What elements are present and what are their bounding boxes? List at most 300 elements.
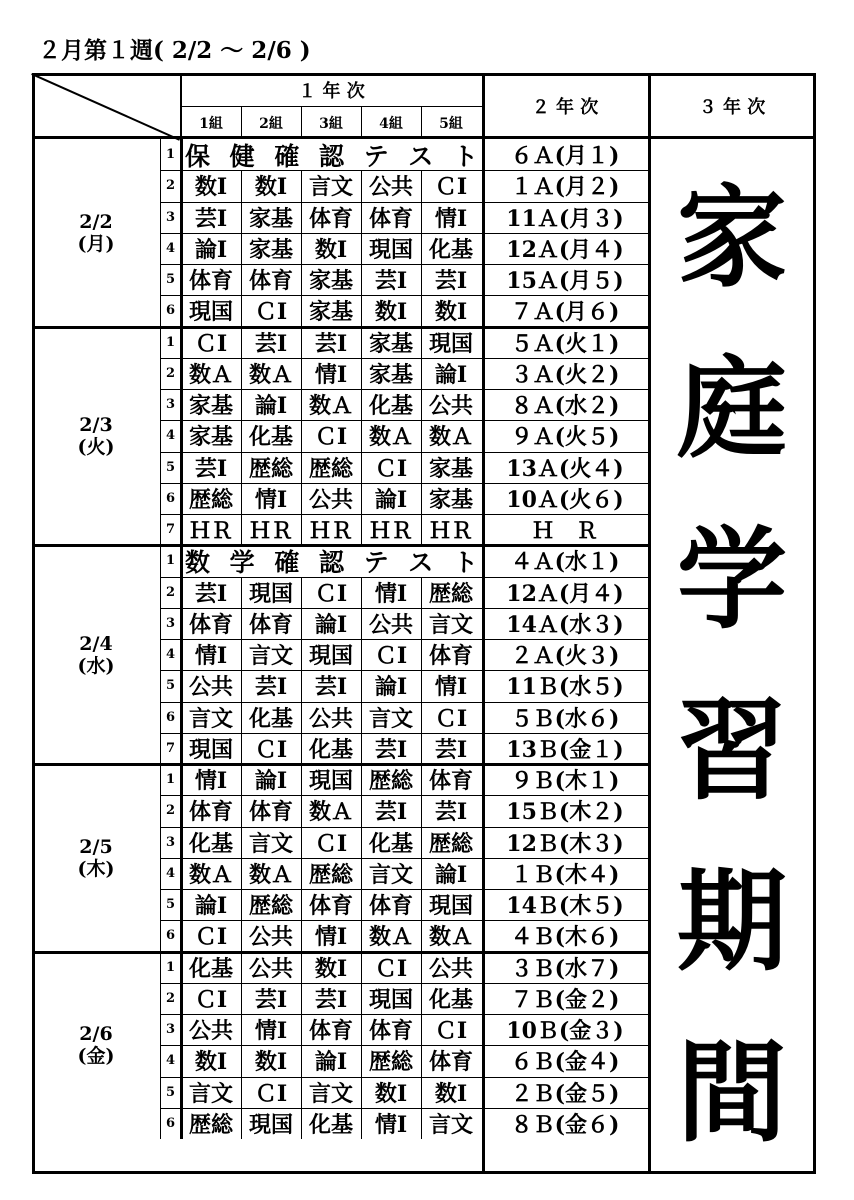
column-line [361,202,362,233]
subject-cell: 芸Ⅰ [374,268,408,295]
subject-cell: ＣⅠ [314,424,348,451]
column-line [361,1045,362,1076]
subject-cell: 芸Ⅰ [254,330,288,357]
column-line [421,858,422,889]
subject-cell: 家基 [248,236,293,263]
subject-cell: 現国 [188,736,233,763]
column-line [361,233,362,264]
column-line [361,327,362,358]
grade3-period-char: 家 [677,172,787,302]
column-line [361,983,362,1014]
subject-cell: 芸Ⅰ [434,268,468,295]
test-label-char: 健 [229,141,255,171]
column-line [241,983,242,1014]
column-line [361,1108,362,1139]
period-number: 2 [165,584,176,600]
column-line [301,889,302,920]
subject-cell: 数Ａ [248,361,293,388]
column-line [421,295,422,326]
subject-cell: 公共 [188,674,233,701]
subject-cell: 現国 [428,893,473,920]
column-line [421,264,422,295]
column-line [241,858,242,889]
subject-cell: 言文 [248,830,293,857]
test-label-char: テ [363,141,389,171]
column-line [301,983,302,1014]
period-number: 2 [165,365,176,381]
subject-cell: 歴総 [428,580,473,607]
subject-cell: 化基 [428,986,473,1013]
subject-cell: ＣⅠ [254,299,288,326]
class-header: 3組 [319,115,343,132]
grade2-cell: 11Ｂ(水５) [506,674,624,701]
day-date: 2/6 [79,1023,113,1046]
column-line [421,202,422,233]
subject-cell: ＣⅠ [434,1018,468,1045]
column-line [301,1077,302,1108]
subject-cell: 論Ⅰ [374,674,408,701]
subject-cell: 論Ⅰ [434,861,468,888]
subject-cell: 数Ⅰ [254,174,288,201]
day-date: 2/2 [79,210,113,233]
grade2-cell: 12Ａ(月４) [506,236,624,263]
grade2-cell: ４Ａ(水１) [510,549,620,576]
subject-cell: 家基 [188,424,233,451]
subject-cell: 体育 [248,799,293,826]
subject-cell: 言文 [428,1111,473,1138]
column-line [301,389,302,420]
subject-cell: 数Ａ [368,924,413,951]
grade2-cell: １Ａ(月２) [510,174,620,201]
subject-cell: ＣⅠ [434,705,468,732]
test-label-char: 確 [274,141,300,171]
column-line [421,733,422,764]
period-number: 4 [165,865,176,881]
period-number: 5 [165,897,176,913]
subject-cell: ＣⅠ [314,830,348,857]
column-line [301,1045,302,1076]
subject-cell: 言文 [428,611,473,638]
page-title: ２月第１週( 2/2 ～ 2/6 ) [38,37,311,64]
column-line [361,483,362,514]
column-line [421,514,422,545]
day-weekday: (月) [77,232,115,255]
column-line [361,295,362,326]
subject-cell: 化基 [308,1111,353,1138]
column-line [301,795,302,826]
column-line [241,483,242,514]
table-border [32,1171,816,1174]
period-number: 1 [165,147,176,163]
grade2-cell: ３Ｂ(水７) [510,955,620,982]
column-line [361,1077,362,1108]
period-number: 2 [165,990,176,1006]
column-line [421,827,422,858]
column-line [241,920,242,951]
subject-cell: ＣⅠ [254,736,288,763]
column-line [241,952,242,983]
grade2-cell: ４Ｂ(木６) [510,924,620,951]
column-line [361,920,362,951]
period-number: 7 [165,740,176,756]
day-weekday: (火) [77,435,115,458]
day-date: 2/3 [79,413,113,436]
day-label [32,327,160,546]
subject-cell: 情Ⅰ [254,486,288,513]
subject-cell: 体育 [428,643,473,670]
period-number: 6 [165,928,176,944]
subject-cell: 言文 [308,1080,353,1107]
column-line [421,327,422,358]
column-line [421,920,422,951]
grade2-cell: ９Ａ(火５) [510,424,620,451]
column-line [421,1014,422,1045]
subject-cell: 公共 [188,1018,233,1045]
column-line [301,483,302,514]
subject-cell: 歴総 [248,455,293,482]
column-line [241,1045,242,1076]
subject-cell: ＨＲ [188,518,233,545]
column-line [241,764,242,795]
subject-cell: 言文 [368,861,413,888]
grade2-cell: ７Ａ(月６) [510,299,620,326]
subject-cell: 家基 [248,205,293,232]
column-line [241,202,242,233]
subject-cell: ＨＲ [428,518,473,545]
grade2-cell: ９Ｂ(木１) [510,768,620,795]
column-line [361,577,362,608]
column-line [241,889,242,920]
column-line [361,420,362,451]
subject-cell: 数Ａ [368,424,413,451]
subject-cell: 芸Ⅰ [254,674,288,701]
column-line [421,577,422,608]
subject-cell: 数Ａ [428,924,473,951]
subject-cell: ＨＲ [248,518,293,545]
subject-cell: 数Ⅰ [314,236,348,263]
test-label-char: ト [452,141,478,171]
day-date: 2/4 [79,632,113,655]
period-number: 5 [165,678,176,694]
subject-cell: 現国 [428,330,473,357]
grade2-cell: 12Ａ(月４) [506,580,624,607]
column-line [421,670,422,701]
subject-cell: 公共 [248,955,293,982]
subject-cell: 芸Ⅰ [254,986,288,1013]
column-line [301,358,302,389]
test-label-char: テ [363,547,389,577]
column-line [361,170,362,201]
column-line [301,608,302,639]
subject-cell: 体育 [308,205,353,232]
subject-cell: 論Ⅰ [374,486,408,513]
subject-cell: 芸Ⅰ [374,736,408,763]
column-line [301,514,302,545]
grade2-cell: ２Ｂ(金５) [510,1080,620,1107]
subject-cell: 歴総 [308,455,353,482]
period-number: 2 [165,178,176,194]
subject-cell: 家基 [368,330,413,357]
column-line [421,452,422,483]
column-line [241,577,242,608]
subject-cell: 公共 [248,924,293,951]
grade3-period-char: 習 [677,686,787,816]
subject-cell: ＣⅠ [434,174,468,201]
column-line [301,170,302,201]
subject-cell: 数Ⅰ [434,1080,468,1107]
column-line [241,1108,242,1139]
grade1-header: １ 年 次 [298,80,365,102]
subject-cell: 数Ⅰ [194,1049,228,1076]
subject-cell: 歴総 [248,893,293,920]
subject-cell: 体育 [248,268,293,295]
column-line [421,795,422,826]
column-line [421,1045,422,1076]
grade3-period-char: 間 [677,1028,787,1158]
column-line [241,1077,242,1108]
subject-cell: 現国 [248,1111,293,1138]
test-label-char: 認 [318,547,344,577]
column-line [361,1014,362,1045]
grade2-cell: Ｈ Ｒ [531,518,598,545]
subject-cell: 現国 [368,236,413,263]
subject-cell: ＨＲ [368,518,413,545]
subject-cell: 情Ⅰ [434,205,468,232]
column-line [241,327,242,358]
subject-cell: 情Ⅰ [314,361,348,388]
subject-cell: 数Ａ [188,361,233,388]
period-number: 7 [165,522,176,538]
subject-cell: 論Ⅰ [434,361,468,388]
subject-cell: 情Ⅰ [194,768,228,795]
test-label-char: ス [408,547,434,577]
subject-cell: 現国 [308,643,353,670]
column-line [241,295,242,326]
grade2-cell: 15Ａ(月５) [506,268,624,295]
column-line [421,170,422,201]
subject-cell: 体育 [428,768,473,795]
subject-cell: ＣⅠ [374,643,408,670]
timetable [32,73,816,1174]
subject-cell: 言文 [308,174,353,201]
column-line [241,452,242,483]
subject-cell: 数Ａ [308,799,353,826]
subject-cell: 体育 [188,799,233,826]
period-number: 3 [165,209,176,225]
subject-cell: 論Ⅰ [314,611,348,638]
day-weekday: (水) [77,654,115,677]
subject-cell: 芸Ⅰ [314,986,348,1013]
subject-cell: 化基 [428,236,473,263]
column-line [301,952,302,983]
subject-cell: 情Ⅰ [314,924,348,951]
column-line [301,764,302,795]
column-line [241,608,242,639]
column-line [361,858,362,889]
grade2-cell: ８Ａ(水２) [510,393,620,420]
column-line [301,1014,302,1045]
grade3-period-char: 庭 [677,343,787,473]
period-number: 1 [165,772,176,788]
column-line [361,670,362,701]
column-line [301,920,302,951]
grade2-cell: 13Ｂ(金１) [506,736,624,763]
grade2-cell: 10Ｂ(金３) [506,1018,624,1045]
subject-cell: 家基 [428,486,473,513]
column-line [421,483,422,514]
column-line [421,952,422,983]
class-header: 4組 [379,115,403,132]
subject-cell: 体育 [308,1018,353,1045]
subject-cell: 数Ａ [188,861,233,888]
subject-cell: 体育 [188,268,233,295]
subject-cell: 言文 [188,705,233,732]
subject-cell: 公共 [428,393,473,420]
grade2-cell: 14Ａ(水３) [506,611,624,638]
period-number: 1 [165,959,176,975]
column-line [241,795,242,826]
subject-cell: 化基 [188,830,233,857]
column-line [421,1108,422,1139]
subject-cell: 歴総 [368,1049,413,1076]
subject-cell: 数Ⅰ [314,955,348,982]
column-line [301,670,302,701]
subject-cell: ＣⅠ [254,1080,288,1107]
day-weekday: (金) [77,1045,115,1068]
column-line [361,514,362,545]
subject-cell: ＣⅠ [314,580,348,607]
subject-cell: 論Ⅰ [314,1049,348,1076]
test-label-char: 確 [274,547,300,577]
period-number: 4 [165,647,176,663]
subject-cell: 公共 [368,174,413,201]
subject-cell: ＣⅠ [194,986,228,1013]
grade2-cell: 12Ｂ(木３) [506,830,624,857]
subject-cell: 数Ⅰ [254,1049,288,1076]
period-number: 6 [165,490,176,506]
column-line [241,420,242,451]
subject-cell: 公共 [368,611,413,638]
column-line [301,452,302,483]
subject-cell: 公共 [308,486,353,513]
header-diagonal [31,73,180,141]
subject-cell: 芸Ⅰ [434,736,468,763]
subject-cell: 数Ａ [428,424,473,451]
column-line [241,827,242,858]
column-line [421,983,422,1014]
subject-cell: 歴総 [188,486,233,513]
column-line [241,389,242,420]
column-line [361,827,362,858]
subject-cell: 体育 [188,611,233,638]
grade2-cell: ８Ｂ(金６) [510,1111,620,1138]
subject-cell: 論Ⅰ [194,893,228,920]
column-line [421,889,422,920]
column-line [241,702,242,733]
subject-cell: 体育 [308,893,353,920]
column-line [361,639,362,670]
column-line [301,858,302,889]
grade2-cell: ５Ａ(火１) [510,330,620,357]
grade2-cell: 10Ａ(火６) [506,486,624,513]
column-line [421,358,422,389]
subject-cell: 芸Ⅰ [194,455,228,482]
column-line [301,1108,302,1139]
grade2-cell: ５Ｂ(水６) [510,705,620,732]
class-header: 2組 [259,115,283,132]
subject-cell: 家基 [188,393,233,420]
subject-cell: 現国 [368,986,413,1013]
period-number: 3 [165,615,176,631]
subject-cell: 現国 [308,768,353,795]
subject-cell: 情Ⅰ [374,1111,408,1138]
test-label-char: 保 [185,141,211,171]
period-number: 5 [165,1084,176,1100]
subject-cell: 体育 [368,893,413,920]
subject-cell: 言文 [188,1080,233,1107]
test-label-char: 学 [229,547,255,577]
column-line [361,389,362,420]
column-line [301,420,302,451]
column-line [241,514,242,545]
column-line [421,420,422,451]
column-line [241,170,242,201]
column-line [241,233,242,264]
column-line [301,264,302,295]
subject-cell: 化基 [368,830,413,857]
subject-cell: 化基 [368,393,413,420]
grade2-cell: ２Ａ(火３) [510,643,620,670]
grade3-period-char: 学 [677,514,787,644]
day-label [32,139,160,327]
subject-cell: 化基 [248,424,293,451]
subject-cell: 公共 [428,955,473,982]
column-line [301,577,302,608]
subject-cell: 情Ⅰ [374,580,408,607]
column-line [361,358,362,389]
subject-cell: 芸Ⅰ [374,799,408,826]
subject-cell: 数Ⅰ [434,299,468,326]
column-line [421,764,422,795]
column-line [241,639,242,670]
subject-cell: 歴総 [188,1111,233,1138]
subject-cell: 家基 [428,455,473,482]
grade2-cell: 13Ａ(火４) [506,455,624,482]
period-number: 4 [165,1053,176,1069]
column-line [421,233,422,264]
subject-cell: 化基 [248,705,293,732]
grade3-header: ３ 年 次 [698,97,766,118]
column-line [301,827,302,858]
subject-cell: 歴総 [308,861,353,888]
column-line [241,264,242,295]
subject-cell: 体育 [368,1018,413,1045]
period-number: 3 [165,834,176,850]
subject-cell: 歴総 [428,830,473,857]
subject-cell: ＣⅠ [374,955,408,982]
column-line [241,670,242,701]
period-number: 6 [165,303,176,319]
column-line [361,889,362,920]
column-line [301,639,302,670]
subject-cell: 論Ⅰ [254,393,288,420]
column-line [361,733,362,764]
grade2-cell: 14Ｂ(木５) [506,893,624,920]
subject-cell: 数Ⅰ [374,1080,408,1107]
subject-cell: 言文 [368,705,413,732]
subject-cell: 芸Ⅰ [314,330,348,357]
period-number: 5 [165,272,176,288]
